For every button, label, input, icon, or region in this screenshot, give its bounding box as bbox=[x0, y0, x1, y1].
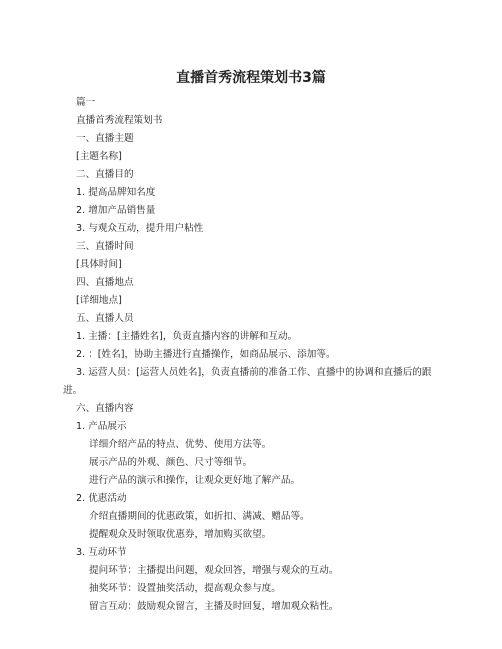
paragraph: [具体时间] bbox=[76, 259, 122, 270]
heading-3: 三、直播时间 bbox=[76, 241, 134, 252]
paragraph: [主题名称] bbox=[76, 151, 122, 162]
list-item: 1. 提高品牌知名度 bbox=[76, 187, 156, 198]
list-item: 2. 优惠活动 bbox=[76, 493, 127, 504]
document-title: 直播首秀流程策划书3篇 bbox=[176, 70, 326, 86]
sub-paragraph: 提问环节：主播提出问题，观众回答，增强与观众的互动。 bbox=[89, 565, 339, 576]
sub-paragraph: 详细介绍产品的特点、优势、使用方法等。 bbox=[89, 439, 272, 450]
list-item: 3. 运营人员：[运营人员姓名]，负责直播前的准备工作、直播中的协调和直播后的跟 bbox=[76, 367, 432, 378]
heading-5: 五、直播人员 bbox=[76, 313, 134, 324]
list-item: 2. ：[姓名]，协助主播进行直播操作，如商品展示、添加等。 bbox=[76, 349, 336, 360]
list-item: 2. 增加产品销售量 bbox=[76, 205, 156, 216]
heading-6: 六、直播内容 bbox=[76, 403, 134, 414]
sub-paragraph: 展示产品的外观、颜色、尺寸等细节。 bbox=[89, 457, 253, 468]
sub-paragraph: 留言互动：鼓励观众留言，主播及时回复，增加观众粘性。 bbox=[89, 601, 339, 612]
sub-paragraph: 进行产品的演示和操作，让观众更好地了解产品。 bbox=[89, 475, 301, 486]
sub-paragraph: 提醒观众及时领取优惠券，增加购买欲望。 bbox=[89, 529, 272, 540]
heading-1: 一、直播主题 bbox=[76, 133, 134, 144]
list-item: 3. 互动环节 bbox=[76, 547, 127, 558]
sub-paragraph: 抽奖环节：设置抽奖活动，提高观众参与度。 bbox=[89, 583, 281, 594]
list-item: 1. 产品展示 bbox=[76, 421, 127, 432]
subtitle: 直播首秀流程策划书 bbox=[76, 115, 163, 126]
list-item-continued: 进。 bbox=[63, 385, 83, 396]
paragraph: [详细地点] bbox=[76, 295, 122, 306]
list-item: 3. 与观众互动，提升用户粘性 bbox=[76, 223, 204, 234]
sub-paragraph: 介绍直播期间的优惠政策，如折扣、满减、赠品等。 bbox=[89, 511, 310, 522]
section-label: 篇一 bbox=[76, 97, 96, 108]
heading-4: 四、直播地点 bbox=[76, 277, 134, 288]
heading-2: 二、直播目的 bbox=[76, 169, 134, 180]
list-item: 1. 主播：[主播姓名]，负责直播内容的讲解和互动。 bbox=[76, 331, 298, 342]
